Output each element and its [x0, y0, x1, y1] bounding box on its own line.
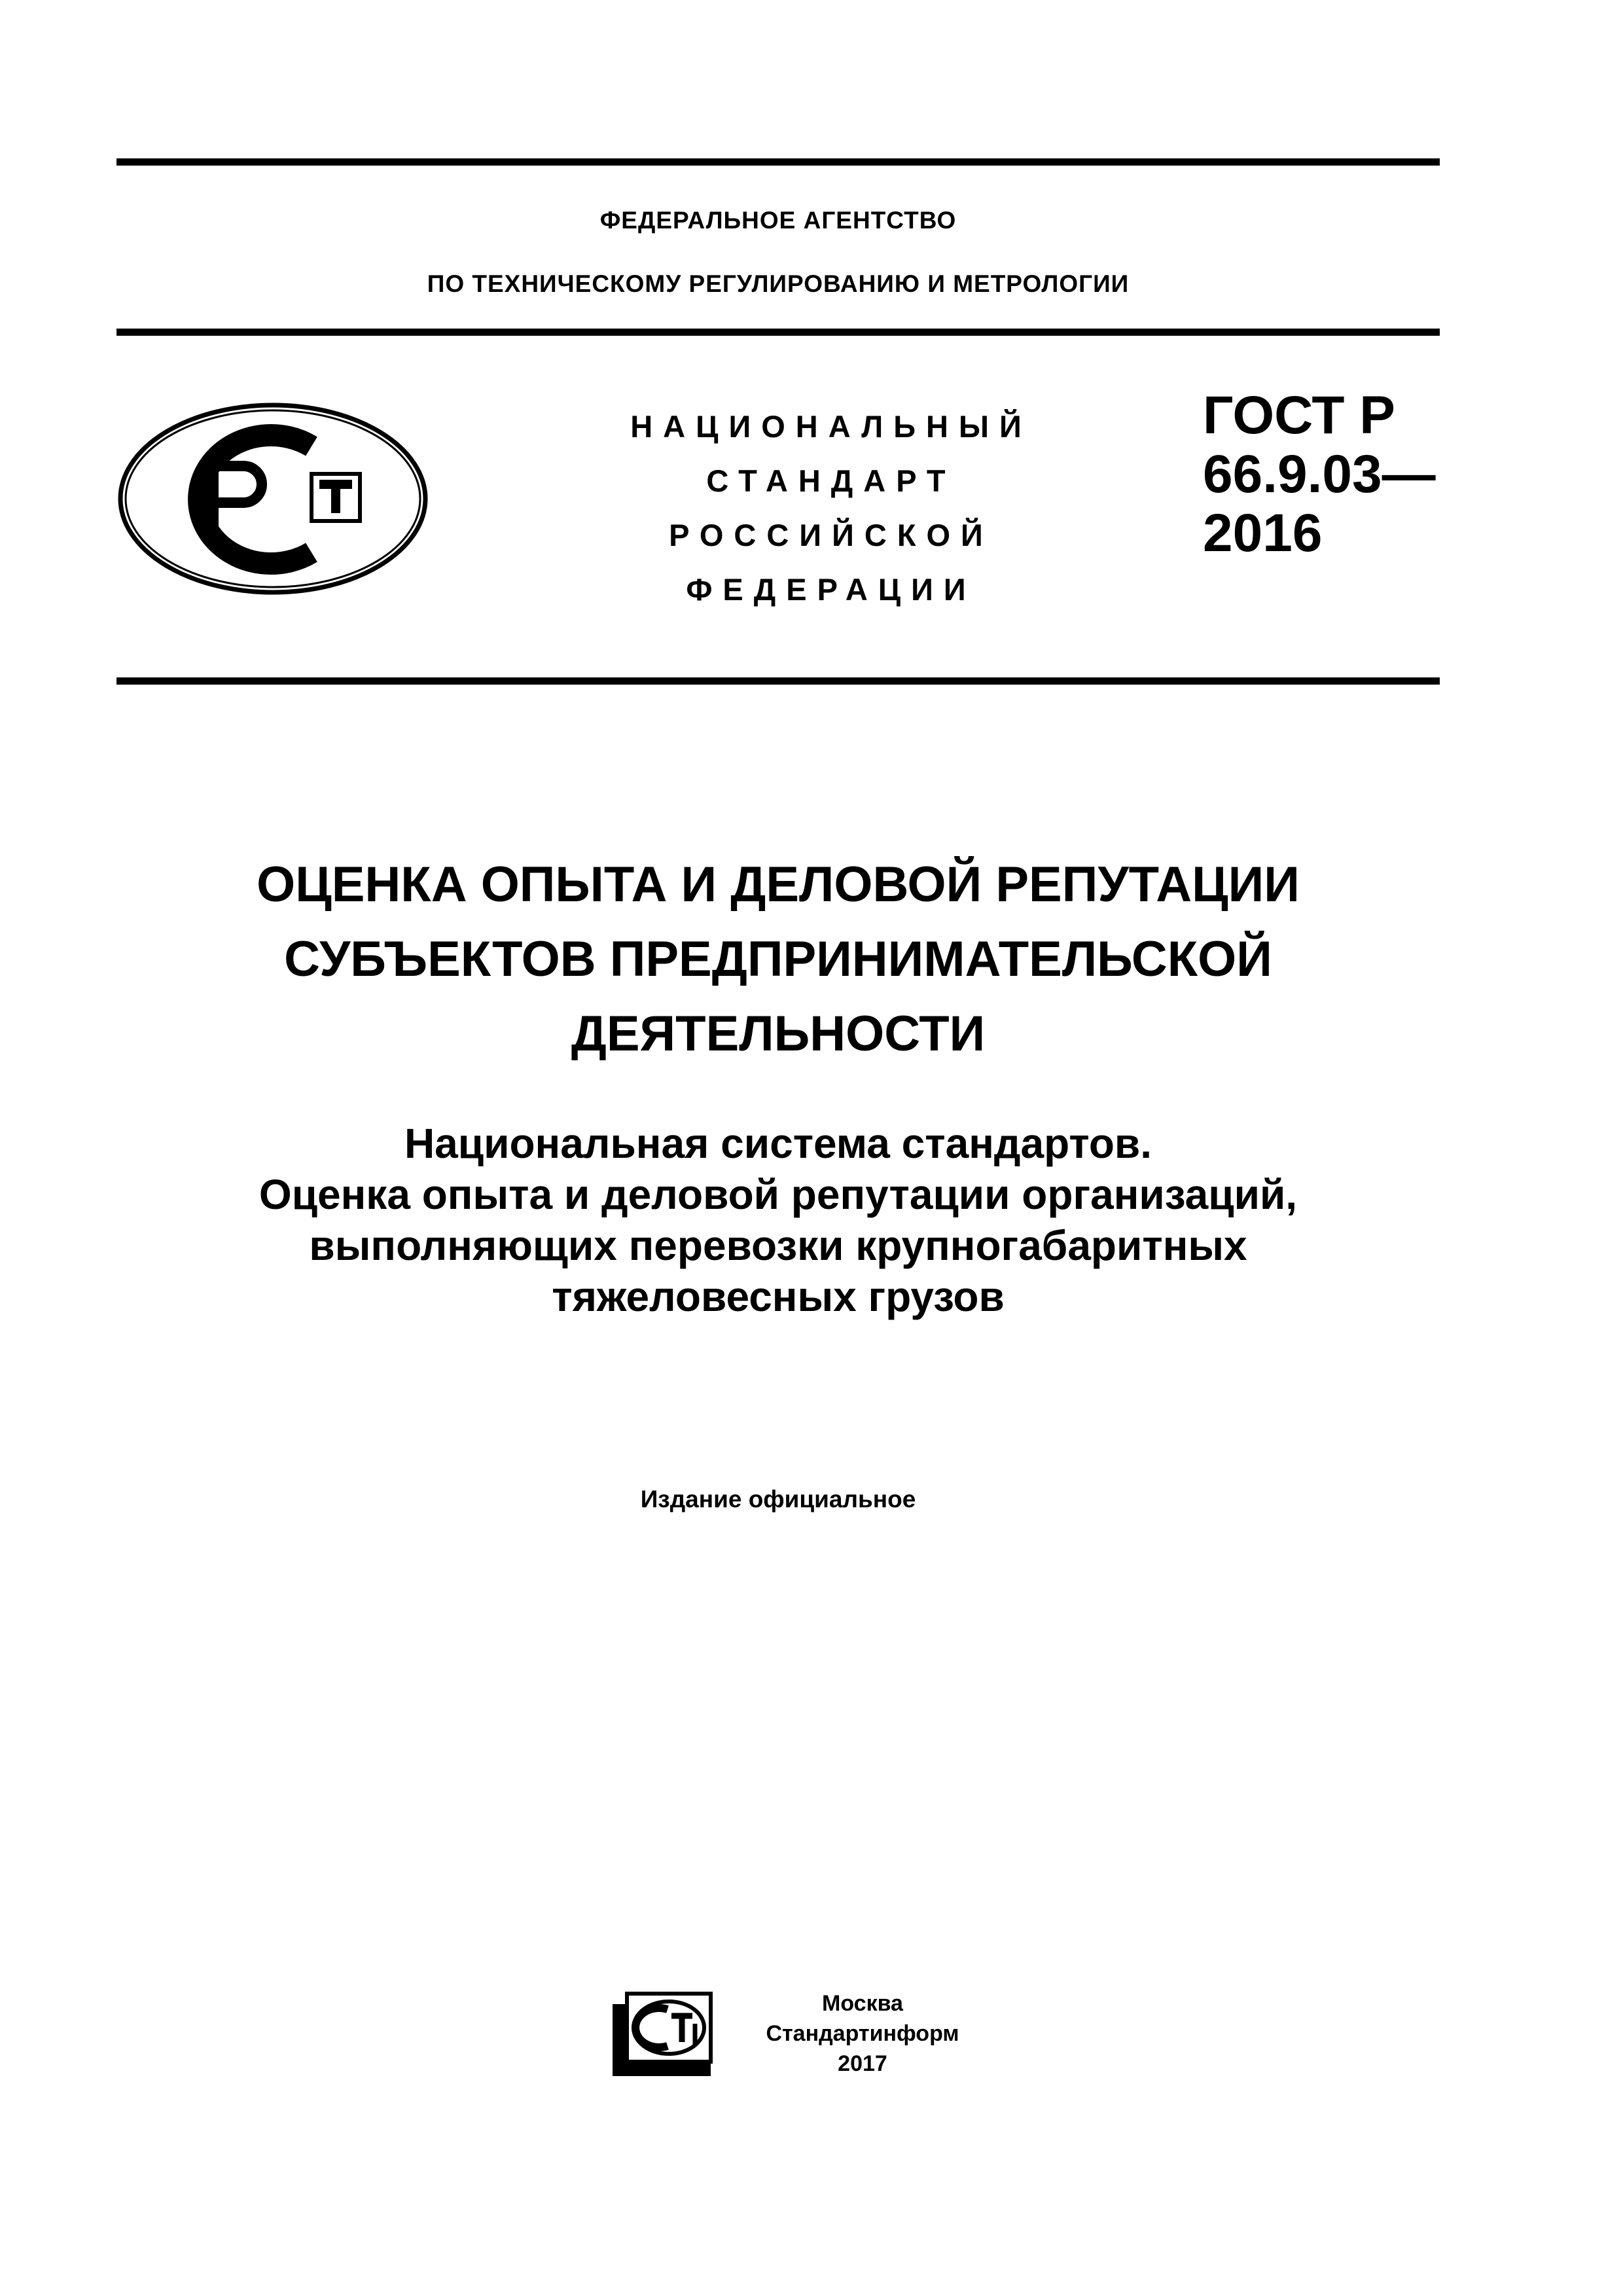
- title-line: ДЕЯТЕЛЬНОСТИ: [571, 1006, 986, 1062]
- publisher-name: Стандартинформ: [766, 2021, 959, 2046]
- header-rule: [116, 329, 1440, 336]
- title-line: ОЦЕНКА ОПЫТА И ДЕЛОВОЙ РЕПУТАЦИИ: [257, 857, 1300, 912]
- document-title: [116, 848, 1440, 1071]
- standartinform-logo-icon: [609, 1990, 713, 2080]
- national-line: ФЕДЕРАЦИИ: [686, 572, 976, 607]
- national-line: РОССИЙСКОЙ: [669, 518, 993, 552]
- publisher-year: 2017: [838, 2051, 887, 2076]
- gost-line: ГОСТ Р: [1203, 386, 1395, 445]
- top-rule: [116, 158, 1440, 166]
- agency-line-1: ФЕДЕРАЛЬНОЕ АГЕНТСТВО: [599, 207, 957, 234]
- edition-label: Издание официальное: [640, 1486, 916, 1513]
- document-subtitle: [116, 1118, 1440, 1322]
- gost-line: 66.9.03—: [1203, 444, 1436, 504]
- subtitle-line: Национальная система стандартов.: [404, 1120, 1152, 1167]
- agency-line-2: ПО ТЕХНИЧЕСКОМУ РЕГУЛИРОВАНИЮ И МЕТРОЛОГИИ: [427, 270, 1130, 297]
- gost-line: 2016: [1203, 503, 1323, 563]
- gost-designation: [1203, 386, 1436, 563]
- subtitle-line: тяжеловесных грузов: [552, 1273, 1005, 1320]
- publisher-info: [725, 1988, 1000, 2079]
- subtitle-line: выполняющих перевозки крупногабаритных: [309, 1222, 1247, 1269]
- standard-rule: [116, 677, 1440, 685]
- title-line: СУБЪЕКТОВ ПРЕДПРИНИМАТЕЛЬСКОЙ: [284, 931, 1272, 987]
- rst-emblem-icon: [115, 401, 431, 597]
- publisher-city: Москва: [822, 1991, 903, 2016]
- national-standard-label: [563, 399, 1099, 617]
- national-line: СТАНДАРТ: [706, 463, 956, 498]
- subtitle-line: Оценка опыта и деловой репутации организаций,: [259, 1171, 1298, 1218]
- national-line: НАЦИОНАЛЬНЫЙ: [630, 409, 1032, 444]
